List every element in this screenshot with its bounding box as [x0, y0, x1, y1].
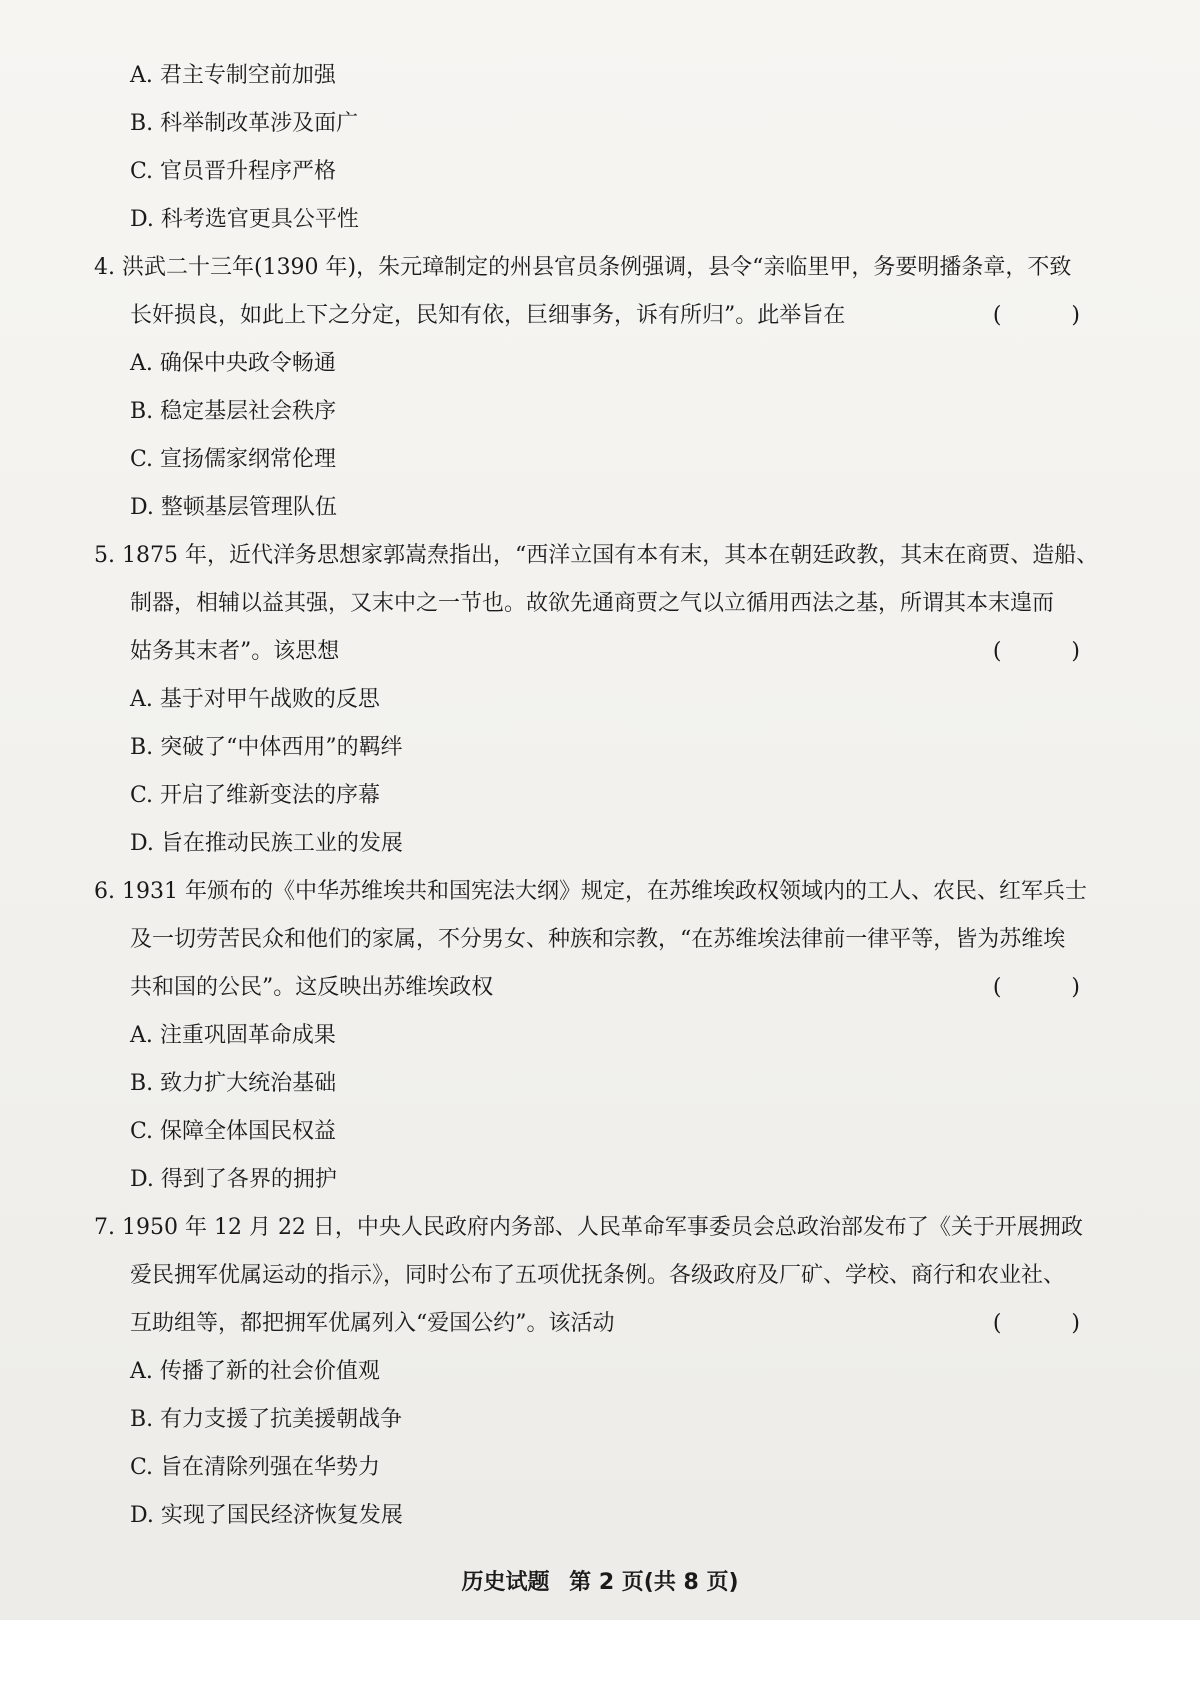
q6-option-c: C. 保障全体国民权益 [130, 1119, 337, 1144]
q6-option-d: D. 得到了各界的拥护 [130, 1167, 337, 1192]
q3-option-d: D. 科考选官更具公平性 [130, 207, 359, 232]
q7-option-a: A. 传播了新的社会价值观 [130, 1359, 380, 1384]
scan-bottom-band [0, 1620, 1200, 1699]
question-5 [94, 542, 1104, 858]
q7-answer-blank: ( ) [992, 1311, 1104, 1336]
q6-stem-line-3: 共和国的公民”。这反映出苏维埃政权 [130, 975, 494, 1000]
question-3-options [94, 62, 1104, 234]
page-content [94, 62, 1104, 1530]
q3-option-c: C. 官员晋升程序严格 [130, 159, 337, 184]
q6-answer-blank: ( ) [992, 975, 1104, 1000]
q4-option-a: A. 确保中央政令畅通 [130, 351, 336, 376]
footer-page-number: 第 2 页(共 8 页) [569, 1570, 739, 1595]
question-4 [94, 254, 1104, 522]
q4-answer-blank: ( ) [992, 303, 1104, 328]
question-6 [94, 878, 1104, 1194]
q7-stem-line-3: 互助组等，都把拥军优属列入“爱国公约”。该活动 [130, 1311, 615, 1336]
q7-stem-line-2: 爱民拥军优属运动的指示》，同时公布了五项优抚条例。各级政府及厂矿、学校、商行和农业社、 [130, 1263, 1066, 1288]
page-footer [0, 1565, 1200, 1596]
q6-option-a: A. 注重巩固革命成果 [130, 1023, 336, 1048]
q5-stem-line-3: 姑务其末者”。该思想 [130, 639, 340, 664]
q7-stem-line-1: 7. 1950 年 12 月 22 日，中央人民政府内务部、人民革命军事委员会总政治部发布了《关于开展拥政 [94, 1215, 1083, 1240]
q4-option-b: B. 稳定基层社会秩序 [130, 399, 337, 424]
q5-stem-line-1: 5. 1875 年，近代洋务思想家郭嵩焘指出，“西洋立国有本有末，其本在朝廷政教，其末在商贾、造船、 [94, 543, 1099, 568]
q7-option-d: D. 实现了国民经济恢复发展 [130, 1503, 403, 1528]
q3-option-a: A. 君主专制空前加强 [130, 63, 336, 88]
q4-stem-line-2: 长奸损良，如此上下之分定，民知有依，巨细事务，诉有所归”。此举旨在 [130, 303, 846, 328]
q4-stem-line-1: 4. 洪武二十三年(1390 年)，朱元璋制定的州县官员条例强调，县令“亲临里甲，务要明播条章，不致 [94, 255, 1072, 280]
q7-option-c: C. 旨在清除列强在华势力 [130, 1455, 381, 1480]
q5-option-b: B. 突破了“中体西用”的羁绊 [130, 735, 403, 760]
q5-option-d: D. 旨在推动民族工业的发展 [130, 831, 403, 856]
q7-option-b: B. 有力支援了抗美援朝战争 [130, 1407, 403, 1432]
q4-option-d: D. 整顿基层管理队伍 [130, 495, 337, 520]
q5-option-c: C. 开启了维新变法的序幕 [130, 783, 381, 808]
q3-option-b: B. 科举制改革涉及面广 [130, 111, 359, 136]
q4-option-c: C. 宣扬儒家纲常伦理 [130, 447, 337, 472]
q6-option-b: B. 致力扩大统治基础 [130, 1071, 337, 1096]
q5-answer-blank: ( ) [992, 639, 1104, 664]
footer-subject: 历史试题 [461, 1570, 550, 1595]
q5-stem-line-2: 制器，相辅以益其强，又末中之一节也。故欲先通商贾之气以立循用西法之基，所谓其本末遑而 [130, 591, 1055, 616]
q6-stem-line-1: 6. 1931 年颁布的《中华苏维埃共和国宪法大纲》规定，在苏维埃政权领域内的工人、农民、红军兵士 [94, 879, 1087, 904]
q6-stem-line-2: 及一切劳苦民众和他们的家属，不分男女、种族和宗教，“在苏维埃法律前一律平等，皆为苏维埃 [130, 927, 1066, 952]
q5-option-a: A. 基于对甲午战败的反思 [130, 687, 380, 712]
question-7 [94, 1214, 1104, 1530]
